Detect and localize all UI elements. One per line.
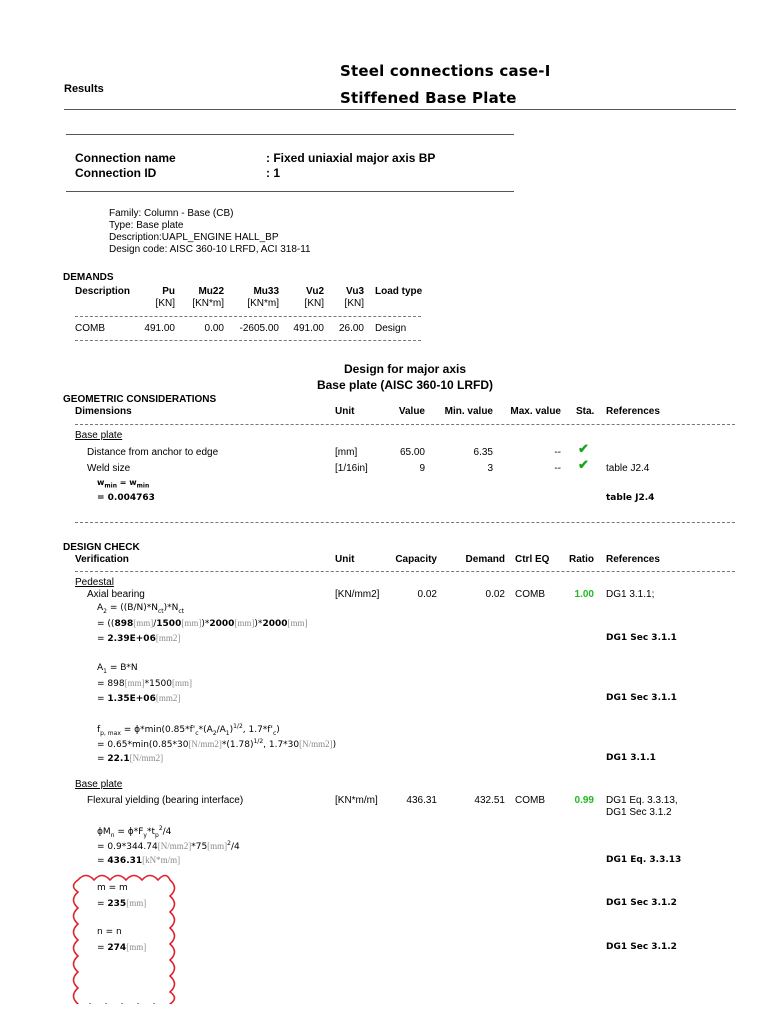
- fp-substitution: = $0.65*\min(0.85*30[N/mm2]*(1.78)^{1/2}$, 1.7*30[N/mm2]): [97, 738, 337, 750]
- wmin-equation: $w_{min} = w_{min}$: [97, 478, 150, 490]
- m-reference: DG1 Sec 3.1.2: [606, 898, 677, 908]
- demands-header-mu33: Mu33: [253, 286, 279, 297]
- connection-id-value: : 1: [266, 166, 281, 180]
- geometric-bottom-divider: [75, 522, 735, 523]
- design-subtitle: Base plate (AISC 360-10 LRFD): [316, 378, 494, 392]
- connection-bottom-divider: [66, 191, 514, 192]
- pedestal-check-label: Axial bearing: [87, 589, 145, 600]
- status-ok-icon: ✔: [578, 441, 589, 456]
- demands-header-pu: Pu: [162, 286, 175, 297]
- baseplate-check-reference-2: DG1 Sec 3.1.2: [606, 807, 672, 818]
- info-description: Description:UAPL_ENGINE HALL_BP: [109, 232, 279, 243]
- geometric-heading: GEOMETRIC CONSIDERATIONS: [63, 394, 217, 405]
- demands-unit-mu22: [KN*m]: [192, 298, 224, 309]
- geometric-row-unit: [mm]: [335, 447, 358, 458]
- geometric-row-label: Weld size: [87, 463, 131, 474]
- pedestal-check-reference: DG1 3.1.1;: [606, 589, 655, 600]
- geometric-header-status: Sta.: [576, 406, 595, 417]
- geometric-group-base-plate: Base plate: [75, 430, 123, 441]
- demands-header-mu22: Mu22: [198, 286, 224, 297]
- demands-unit-vu3: [KN]: [344, 298, 364, 309]
- pedestal-check-capacity: 0.02: [417, 589, 437, 600]
- a1-reference: DG1 Sec 3.1.1: [606, 693, 677, 703]
- demands-row-pu: 491.00: [144, 323, 175, 334]
- demands-divider: [75, 316, 421, 317]
- a2-reference: DG1 Sec 3.1.1: [606, 633, 677, 643]
- geometric-header-max: Max. value: [510, 406, 561, 417]
- design-title: Design for major axis: [343, 362, 467, 376]
- mn-reference: DG1 Eq. 3.3.13: [606, 855, 682, 865]
- geometric-row-value: 65.00: [399, 447, 425, 458]
- fp-result: = 22.1[N/mm2]: [97, 753, 164, 764]
- info-family: Family: Column - Base (CB): [109, 208, 234, 219]
- a2-equation: $A_2 = ((B/N)*N_{ct})*N_{ct}$: [97, 603, 185, 615]
- geometric-row-min: 6.35: [473, 447, 493, 458]
- fp-reference: DG1 3.1.1: [606, 753, 656, 763]
- wmin-reference: table J2.4: [606, 493, 655, 503]
- a2-result: = 2.39E+06[mm2]: [97, 633, 181, 644]
- a2-substitution: = ((898[mm]/1500[mm])*2000[mm])*2000[mm]: [97, 618, 308, 629]
- page-subtitle: Stiffened Base Plate: [340, 89, 517, 107]
- pedestal-check-demand: 0.02: [485, 589, 505, 600]
- demands-row-vu3: 26.00: [338, 323, 364, 334]
- demands-header-vu3: Vu3: [346, 286, 364, 297]
- results-label: Results: [64, 83, 104, 95]
- wmin-result: = 0.004763: [97, 493, 155, 503]
- n-reference: DG1 Sec 3.1.2: [606, 942, 677, 952]
- check-header-unit: Unit: [335, 554, 355, 565]
- check-header-demand: Demand: [465, 554, 505, 565]
- a1-result: = 1.35E+06[mm2]: [97, 693, 181, 704]
- demands-header-vu2: Vu2: [306, 286, 324, 297]
- geometric-row-value: 9: [419, 463, 425, 474]
- demands-row-description: COMB: [75, 323, 105, 334]
- n-result: = 274[mm]: [97, 942, 147, 953]
- baseplate-check-ratio: 0.99: [574, 795, 594, 806]
- demands-unit-pu: [KN]: [155, 298, 175, 309]
- connection-top-divider: [66, 134, 514, 135]
- pedestal-check-ctrl-eq: COMB: [515, 589, 545, 600]
- geometric-header-references: References: [606, 406, 660, 417]
- demands-heading: DEMANDS: [63, 272, 114, 283]
- check-header-ctrl-eq: Ctrl EQ: [515, 554, 550, 565]
- check-header-ratio: Ratio: [569, 554, 594, 565]
- geometric-row-min: 3: [487, 463, 493, 474]
- geometric-header-min: Min. value: [444, 406, 493, 417]
- check-header-verification: Verification: [75, 554, 129, 565]
- check-header-capacity: Capacity: [395, 554, 437, 565]
- demands-header-description: Description: [75, 286, 131, 297]
- baseplate-check-demand: 432.51: [474, 795, 505, 806]
- geometric-row-unit: [1/16in]: [335, 463, 368, 474]
- a1-equation: $A_1 = B*N$: [97, 663, 138, 675]
- info-type: Type: Base plate: [109, 220, 184, 231]
- status-ok-icon: ✔: [578, 457, 589, 472]
- mn-substitution: = 0.9*344.74[N/mm2]*75[mm]$^2$/4: [97, 840, 240, 852]
- baseplate-check-reference: DG1 Eq. 3.3.13,: [606, 795, 678, 806]
- geometric-header-dimensions: Dimensions: [75, 406, 132, 417]
- header-divider: [64, 109, 736, 110]
- geometric-row-reference: table J2.4: [606, 463, 650, 474]
- m-equation: m = m: [97, 883, 128, 893]
- check-header-references: References: [606, 554, 660, 565]
- connection-id-label: Connection ID: [75, 166, 157, 180]
- geometric-row-label: Distance from anchor to edge: [87, 447, 219, 458]
- demands-row-mu22: 0.00: [204, 323, 224, 334]
- check-divider: [75, 571, 735, 572]
- pedestal-check-ratio: 1.00: [574, 589, 594, 600]
- baseplate-check-unit: [KN*m/m]: [335, 795, 378, 806]
- demands-row-load-type: Design: [375, 323, 407, 334]
- demands-row-mu33: -2605.00: [239, 323, 279, 334]
- revision-cloud-annotation: [68, 872, 176, 1004]
- geometric-header-unit: Unit: [335, 406, 355, 417]
- mn-result: = 436.31[kN*m/m]: [97, 855, 181, 866]
- demands-row-vu2: 491.00: [293, 323, 324, 334]
- demands-unit-vu2: [KN]: [304, 298, 324, 309]
- geometric-row-max: --: [554, 447, 561, 458]
- fp-equation: $f_{p, max} = \phi*\min(0.85*f'_c*(A_2/A_1)^{1/2}$, $1.7*f'_c$): [97, 723, 280, 737]
- baseplate-check-capacity: 436.31: [406, 795, 437, 806]
- info-design-code: Design code: AISC 360-10 LRFD, ACI 318-11: [109, 244, 311, 255]
- pedestal-check-unit: [KN/mm2]: [335, 589, 380, 600]
- mn-equation: $\phi M_n = \phi*F_y*t_p^2/4$: [97, 825, 172, 839]
- baseplate-check-label: Flexural yielding (bearing interface): [87, 795, 244, 806]
- check-heading: DESIGN CHECK: [63, 542, 140, 553]
- demands-header-load-type: Load type: [375, 286, 423, 297]
- check-group-pedestal: Pedestal: [75, 577, 114, 588]
- page-title: Steel connections case-I: [340, 62, 551, 80]
- demands-bottom-divider: [75, 340, 421, 341]
- n-equation: n = n: [97, 927, 122, 937]
- connection-name-label: Connection name: [75, 151, 176, 165]
- demands-unit-mu33: [KN*m]: [247, 298, 279, 309]
- check-group-base-plate: Base plate: [75, 779, 123, 790]
- a1-substitution: = 898[mm]*1500[mm]: [97, 678, 192, 689]
- connection-name-value: : Fixed uniaxial major axis BP: [266, 151, 436, 165]
- geometric-divider: [75, 424, 735, 425]
- geometric-header-value: Value: [398, 406, 425, 417]
- baseplate-check-ctrl-eq: COMB: [515, 795, 545, 806]
- m-result: = 235[mm]: [97, 898, 147, 909]
- geometric-row-max: --: [554, 463, 561, 474]
